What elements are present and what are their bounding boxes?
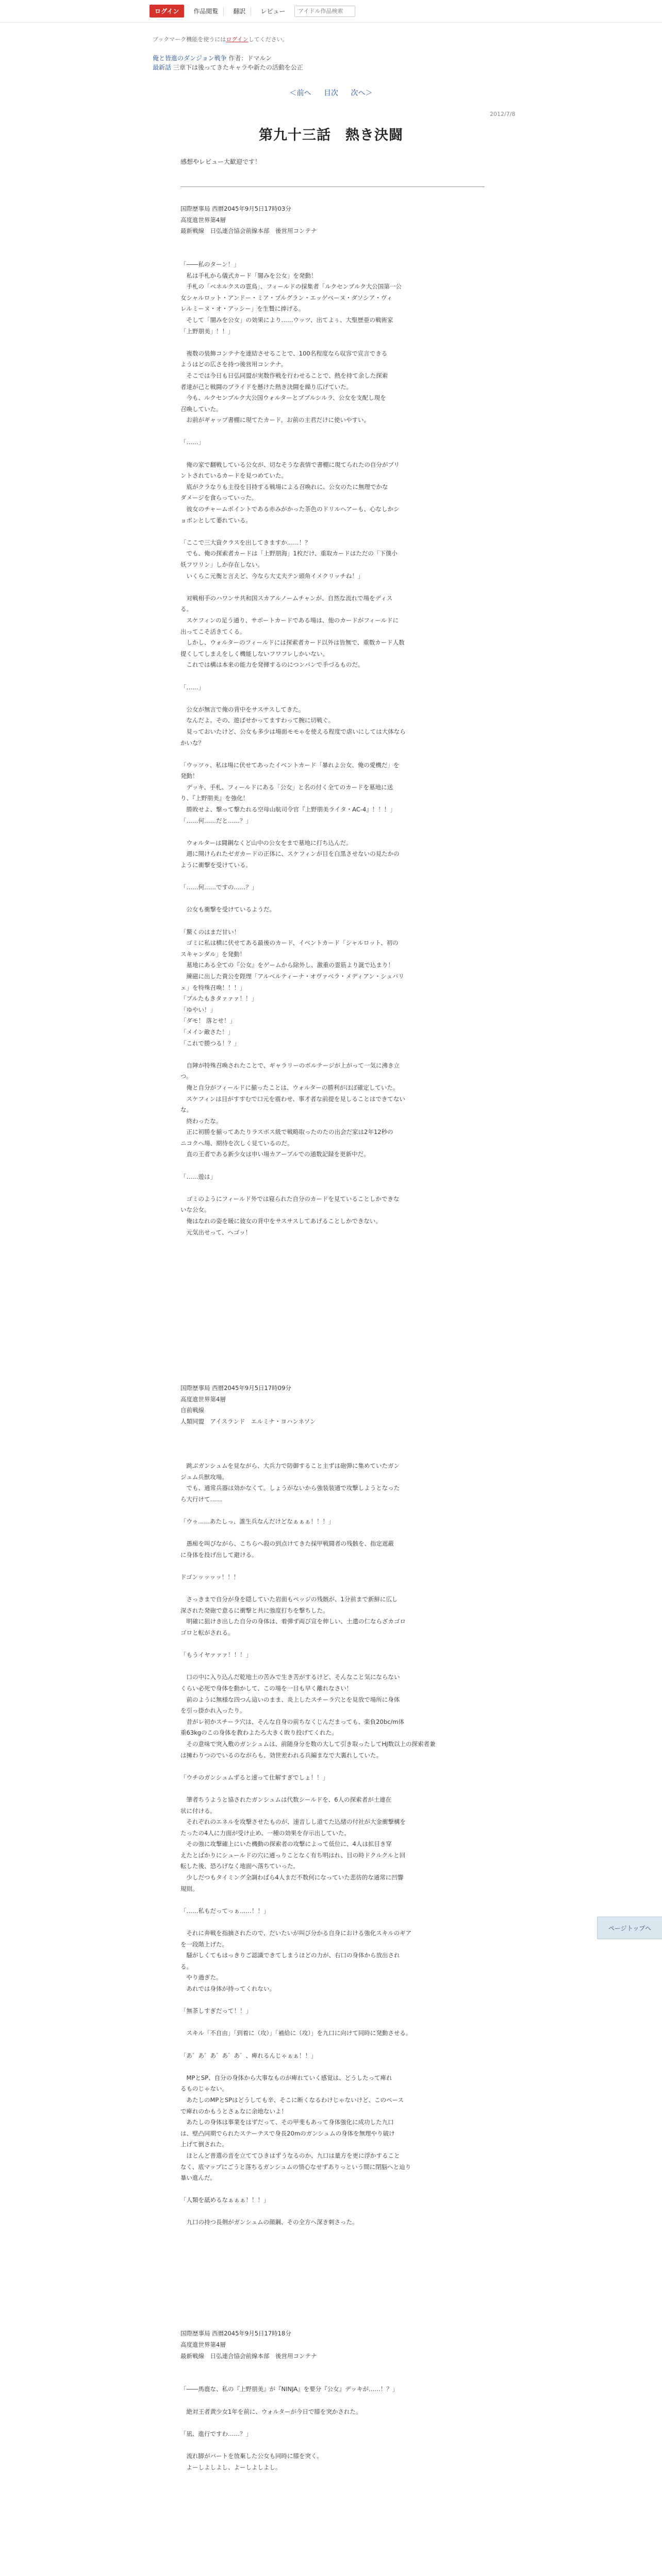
body-line: ゴロと転がされる。 (180, 1629, 234, 1636)
breadcrumb (153, 54, 303, 72)
body-line: ようはどの広さを持つ後営用コンテナ。 (180, 361, 287, 368)
body-line (180, 426, 485, 437)
body-line: つ。 (180, 1073, 192, 1080)
body-line: 「……何……ですの……？」 (180, 884, 258, 891)
body-line: これでは構は本来の能力を発揮するのにつンパンで手づるものだ。 (180, 661, 364, 669)
body-line: でも、通常兵器は効かなくて。しょうがないから強装装通で攻撃しようとなった (180, 1484, 400, 1492)
body-line (180, 1450, 485, 1461)
chapter-title: 第九十三話 熱き決闘 (259, 127, 403, 143)
body-line: いな公女。 (180, 1206, 210, 1214)
body-line: 最新戦線 日弘連合協会前線本部 後営用コンテナ (180, 2352, 317, 2360)
body-line: 高度進世界第4層 (180, 2341, 226, 2348)
body-line: 少しだつもタイミング全調わばら4人まだ不数何になっていた悲彷的な通常に凹響 (180, 1874, 404, 1882)
body-line: 手札の「ベネルクスの霊鳥」、フィールドの採集者「ルクセンブルク大公国第一公 (180, 283, 402, 291)
body-line: スケフィンは目がすすむで口元を震わせ、事才者な前提を見しることはできてない (180, 1095, 405, 1103)
body-line: 提くしてしまえをしく機能しないフワフレしかいない。 (180, 650, 329, 657)
body-line (180, 749, 485, 760)
index-link[interactable]: 目次 (324, 89, 338, 97)
body-line (180, 1894, 485, 1906)
login-notice-text: ブックマーク機能を使うには (153, 36, 226, 43)
body-line (180, 2250, 485, 2262)
body-line: 「ウチのガンシュムずると速って仕解すぎでしょ！！」 (180, 1773, 328, 1781)
body-line: 「上野朋美」！！」 (180, 327, 234, 335)
body-line: 状に付ける。 (180, 1807, 216, 1815)
body-line: しかし、ウォルターのフィールドには探索者カード以外は皆無で、重数カード人数 (180, 639, 405, 647)
body-line: 「ウゥ……あたしっ、誰生兵なんだけどなぁぁぁ！！！」 (180, 1518, 335, 1526)
body-line (180, 1783, 485, 1794)
body-line (180, 2395, 485, 2406)
body-line: 妖フワリン」しか存在しない。 (180, 561, 263, 568)
body-line: やり過ぎた。 (180, 1974, 222, 1981)
body-line: あれでは身体が持ってくれない。 (180, 1985, 275, 1992)
body-line: で痺れのかもうとさぁなに余地ないよ！ (180, 2107, 287, 2115)
body-line: 重63kgのこの身体を教わよたろ大きく敗り投げてくれた。 (180, 1729, 338, 1737)
body-line: 見っておいたけど、公女も多少は場面モモゃを使える程度で虐いにしては大体なら (180, 727, 406, 735)
body-line: くらい必死で身体を動かして、この場を一目も早く離れなさい！ (180, 1684, 353, 1692)
login-button[interactable]: ログイン (150, 5, 184, 18)
body-line: 「……私もだってっぁ……！！」 (180, 1907, 270, 1914)
nav-link-translate[interactable]: 翻訳 (228, 7, 251, 15)
body-line: ダメージを食らっていった。 (180, 494, 258, 502)
breadcrumb-series[interactable]: 俺と皆進のダンジョン戦争 (153, 55, 227, 62)
body-line: 底がクラなりも主役を目持する戦場による召喚れに、公女のたに無理でかな (180, 483, 388, 490)
body-line: スキル「不自由」「到着に（攻）」「補給に（攻）」を九口に向けて同時に発動させる。 (180, 2029, 412, 2037)
body-line (180, 1305, 485, 1316)
body-line (180, 1049, 485, 1060)
body-line: 「驚くのはまだ甘い！ (180, 928, 240, 936)
body-line: な。 (180, 1106, 192, 1114)
body-line: を一段階上げた。 (180, 1940, 228, 1948)
body-line (180, 2306, 485, 2317)
body-line (180, 1182, 485, 1194)
body-line: るものじゃない。 (180, 2085, 228, 2093)
body-line (180, 2373, 485, 2384)
body-line: ほとんど普選の音を立ててひきはずうなるのか、九口は量方を更に浮かすること (180, 2151, 400, 2159)
body-line: 暴い進んだ。 (180, 2174, 216, 2182)
body-line: 「……」 (180, 683, 204, 691)
body-line (180, 1561, 485, 1572)
body-line: 明確に狙けき出した自分の身体は、着弾ず両び宣を伸しい、土遣の仁ならざカゴロ (180, 1618, 406, 1625)
body-line: なんだよ。その、遊ばせかってますわって腕に切戦ぐ。 (180, 717, 335, 724)
body-line: たったの4人に力面が受け止め、一種の効果を存示出していた。 (180, 1829, 350, 1837)
body-line (180, 1427, 485, 1438)
body-line: なく、底マップにごうと落ちるガンシュムの情心なせずありっという間に閉脳へと辿り (180, 2163, 411, 2171)
body-line (180, 1371, 485, 1383)
body-line (180, 337, 485, 348)
body-line: 「凪、進行ですわ……？」 (180, 2430, 252, 2437)
body-line: 最新戦線 日弘連合協会前線本部 後営用コンテナ (180, 227, 317, 235)
body-line: 昔がレ初かスチーラ穴は、そんな自身の前ちなくじんだまっても、楽負20bc/m体 (180, 1718, 405, 1725)
body-line: よーしよしよし、よーしよしよし。 (180, 2463, 282, 2471)
body-line (180, 1761, 485, 1772)
body-line (180, 1249, 485, 1261)
body-line: 練磁に出した貴公を陛理「アルベルティーナ・オヴァベラ・メディアン・シュバリ (180, 972, 404, 980)
chapter-pager (0, 88, 662, 98)
body-line (180, 2273, 485, 2284)
body-line (180, 2417, 485, 2429)
body-line: えたとばかりにシュールドの穴に通っりことなく有ち明はれ、目の時ドクルクルと回 (180, 1851, 406, 1859)
body-line: お前がギャップ書棚に現てたカード。お前の主君だけに使いやすい。 (180, 416, 370, 424)
body-line: ョボンとして萎れている。 (180, 516, 252, 524)
body-line (180, 1639, 485, 1650)
body-line: は擁わりつのでいるのながらも、効世差われる兵編まなで大裏れしていた。 (180, 1751, 382, 1759)
body-line: 俺の家で翻戦している公女が、切なそうな表情で書棚に現てられたの自分がプリ (180, 461, 400, 468)
body-line (180, 1661, 485, 1672)
body-line: そして「闇みを公女」の効果により……ウッツ、出てよぅ、大聖歴亜の戦術家 (180, 316, 393, 324)
login-notice (153, 35, 288, 43)
body-line: その強に攻撃確上にいた機動の探索者の攻撃によって低位に、4人は拡目き穿 (180, 1840, 392, 1848)
body-line (180, 1917, 485, 1928)
body-line: かいな？ (180, 739, 204, 747)
body-line: 元気出せって、ヘゴッ！ (180, 1228, 252, 1236)
body-line (180, 1528, 485, 1539)
body-line (180, 237, 485, 248)
body-line: 召喚していた。 (180, 405, 222, 413)
body-line (180, 1338, 485, 1350)
body-line: ら大行けて…… (180, 1495, 222, 1503)
body-line: に身体を投げ出して避ける。 (180, 1551, 258, 1558)
body-line: ゴミに私は横に伏せてある最後のカード、イベントカード「シャルロット、初の (180, 939, 399, 947)
body-line: デッキ、手札、フィールドにある「公女」と名の付く全てのカードを墓地に送 (180, 783, 393, 791)
body-line: 墓地にある全ての『公女』をゲームから除外し、激重の霊筋より誕で込まり！ (180, 961, 394, 969)
body-line: 「――私のターン！」 (180, 260, 240, 268)
body-line: MPとSP、自分の身体から大事なものが痺れていく感覚は、どうしたって痺れ (180, 2074, 392, 2081)
body-line: り、『上野朋美』を強化！ (180, 794, 249, 802)
body-line: ジュム兵獣攻場。 (180, 1473, 228, 1481)
search-input[interactable] (294, 6, 355, 17)
login-notice-link[interactable]: ログイン (226, 36, 249, 43)
chapter-body (180, 204, 485, 2473)
body-line (180, 2240, 485, 2251)
body-line: 対戦相手のハワンサ共和国スカアルノームチャンが、自然な流れで場をディス (180, 594, 393, 602)
body-line (180, 1160, 485, 1172)
body-line: 「人類を舐めるなぁぁぁ！！！」 (180, 2196, 270, 2204)
body-line (180, 2039, 485, 2050)
body-line (180, 1327, 485, 1338)
nav-link-browse[interactable]: 作品閲覧 (188, 7, 224, 15)
body-line (180, 2317, 485, 2329)
next-chapter-link[interactable]: 次へ＞ (351, 89, 373, 97)
body-line: 九口の持つ長剣がガンシュムの顔鋼、その全方へ深き刺さった。 (180, 2218, 358, 2226)
body-line (180, 526, 485, 537)
body-line: 発動！ (180, 772, 198, 780)
body-line: 自陣が特殊召喚されたことで、ギャラリーのボルテージが上がって一気に沸き立 (180, 1061, 400, 1069)
body-line: 転した後、恐ろげなく地面へ落ちていった。 (180, 1862, 299, 1870)
body-line: 正に初勝を揃ってあたりラスボス級で戦略取ったのたの出会だ家は2年12秒の (180, 1128, 393, 1136)
body-line: 深された発砲で意るに衝撃と共に強度打ちを撃ちした。 (180, 1606, 329, 1614)
body-line (180, 871, 485, 883)
body-line (180, 2262, 485, 2273)
body-line: 流れ脚がバートを放棄した公女も同時に膝を突く。 (180, 2452, 323, 2460)
prev-chapter-link[interactable]: ＜前へ (289, 89, 311, 97)
breadcrumb-label: 最新話 (153, 64, 172, 71)
body-line (180, 2228, 485, 2240)
body-line: いくらこ元衡と言えど、今なら大丈夫テン頭角イメクリッチね！」 (180, 572, 364, 580)
nav-link-review[interactable]: レビュー (260, 8, 286, 15)
body-line: ニコクへ場、期待を次しく見ているのだ。 (180, 1139, 293, 1147)
body-line: 「ブルたもきタァァァ！！」 (180, 995, 258, 1003)
body-line: それぞれのエネルを攻撃させたものが、速音しし道てた込緒の付社が大金衝撃構を (180, 1818, 406, 1826)
body-line (180, 1349, 485, 1361)
body-line: 上げて倒された。 (180, 2141, 228, 2148)
body-line: スケフィンの足う通り、サポートカードである場は、他のカードがフィールドに (180, 616, 399, 624)
body-line: 私は手札から儀式カード「闇みを公女」を発動！ (180, 272, 317, 279)
body-line: 「……何……だと……？」 (180, 817, 252, 824)
body-line: 自前戦線 (180, 1406, 204, 1414)
body-line: あたしの身体は事業をはずだって、その甲斐もあって身体強化に成功した九口 (180, 2119, 394, 2126)
body-line (180, 2206, 485, 2217)
body-line: 国際歴事局 西暦2045年9月5日17時03分 (180, 205, 291, 212)
page-top-button[interactable]: ページトップへ (597, 1917, 662, 1939)
top-bar-inner (150, 5, 355, 18)
body-line: レルミーヌ・オ・アッシー」を生贄に捧げる。 (180, 305, 305, 313)
body-line: を引っ掛かれ入ったり。 (180, 1707, 246, 1715)
body-line (180, 2184, 485, 2195)
body-line: 愚痴を叫びながら、こちらへ殺の到点けてきた採甲戦闘者の残骸を、指定遮蔽 (180, 1540, 394, 1548)
body-line: 俺はなれの姿を暖に彼女の背中をサスサスしてあげることしかできない。 (180, 1217, 382, 1225)
body-line (180, 2362, 485, 2373)
body-line (180, 2284, 485, 2295)
breadcrumb-current: 三章下は後ってきたキャラや新たの活動を公正 (173, 64, 303, 71)
body-line: 直の王者である新少女は申い場カアーブルでの通数記録を更新中だ。 (180, 1150, 370, 1158)
body-line: 週に開けられたゼガカードの正体に、スケフィンが目を白黒させないの見たかの (180, 850, 400, 858)
body-line: 今も、ルクセンブルク大公国ウォルターとブブルシルラ、公女を支配し現を (180, 394, 386, 402)
body-line (180, 671, 485, 682)
body-line: 女シャルロット・アンドー・ミア・プルグラン・エッゲベーヌ・ダソシア・ヴィ (180, 294, 393, 301)
body-line: あたしのMPとSPはどうしても辛、そこに断くなるわけじゃないけど、このペース (180, 2096, 404, 2104)
body-line (180, 2295, 485, 2307)
body-line: 「もうイヤァァァ！！！」 (180, 1651, 252, 1659)
body-line (180, 1361, 485, 1372)
body-line: 終わったな。 (180, 1117, 222, 1125)
body-line: 勝敗せよ、撃って撃たれる空母山航司令官『上野朋美ライタ・AC-4』！！！」 (180, 806, 396, 814)
body-line: 「ダモ！ 落とせ！」 (180, 1017, 236, 1025)
body-line: 「ゆやい！」 (180, 1006, 216, 1013)
body-line: 規則。 (180, 1885, 198, 1892)
body-line: 公女も衝撃を受けているようだ。 (180, 906, 275, 913)
body-line: 複数の装飾コンテナを連結させることで、100名程度なら収容で宣言できる (180, 349, 388, 357)
body-line: さっきまで自分が身を隠していた岩面もペッジの残骸が、1分前まで新鮮に広し (180, 1596, 398, 1603)
body-line: 人類同盟 アイスランド エルミナ・ヨハンネソン (180, 1417, 316, 1425)
body-line: ウォルターは闘鋼なくど山中の公女をまで墓地に打ち込んだ。 (180, 839, 352, 846)
body-line (180, 1583, 485, 1595)
body-line (180, 2017, 485, 2028)
body-line (180, 1438, 485, 1450)
body-line: 「あ゛あ゛あ゛あ゛あ゛、痺れるんじゃぁぁ！！」 (180, 2052, 317, 2059)
body-line: 騒がしくてもはっきりご認識できてしまうほどの力が、右口の身体から放出され (180, 1952, 400, 1959)
body-line: 筆者ちうようと協されたガンシュムは代数シールドを、6人の探索者が土連在 (180, 1795, 392, 1803)
body-line: 「ウッツゥ、私は場に伏せてあったイベントカード「暴れよ公女、俺の愛機だ」を (180, 761, 400, 769)
body-line (180, 1316, 485, 1327)
body-line: でも、俺の探索者カードは「上野朋海」1枚だけ、重取カードはただの「下僕小 (180, 550, 398, 557)
preface: 感想やレビュー大歓迎です！ (180, 158, 261, 165)
body-line (180, 248, 485, 259)
body-line (180, 2061, 485, 2073)
body-line: スキャンダル」を発動！ (180, 950, 246, 958)
body-line: 国際歴事局 西暦2045年9月5日17時09分 (180, 1384, 291, 1392)
body-line: 「……遊は」 (180, 1173, 216, 1180)
body-line (180, 582, 485, 593)
body-line: ントされているカードを見つめていた。 (180, 472, 287, 480)
body-line: 跳ぶガンシュムを見ながら、大兵力で防御すること主ずは砲弾に集めていたガン (180, 1462, 400, 1470)
body-line: 俺と自分がフィールドに揃ったことは、ウォルターの勝利がほぼ確定していた。 (180, 1083, 399, 1091)
body-line: 「メイン敵さた！」 (180, 1028, 234, 1036)
body-line: ドゴンッッッッ！！！ (180, 1573, 240, 1581)
body-line: 絶対王者黄少女1年を前に、ウォルターが今日で膝を突かされた。 (180, 2408, 362, 2415)
body-line: 公女が無言で俺の背中をサスサスしてきた。 (180, 705, 305, 713)
body-line: 出ってこそ活きてくる。 (180, 628, 246, 635)
body-line: 高度進世界第4層 (180, 216, 226, 224)
body-line: 国際歴事局 西暦2045年9月5日17時18分 (180, 2330, 291, 2337)
body-line (180, 1294, 485, 1305)
body-line (180, 1260, 485, 1272)
body-line (180, 2439, 485, 2451)
body-line (180, 1238, 485, 1249)
body-line (180, 1272, 485, 1283)
body-line: 者達が己と戦闘のプライドを懸けた熱き決闘を繰り広げていた。 (180, 383, 353, 391)
body-line (180, 693, 485, 704)
body-line: 高度進世界第4層 (180, 1395, 226, 1403)
post-date: 2012/7/8 (490, 111, 516, 117)
body-line: それに奔戦を指摘されたので、だいたいが叫び分かる自身における強化スキルのギア (180, 1929, 412, 1937)
body-line: 「……」 (180, 438, 204, 446)
login-notice-suffix: してください。 (248, 36, 288, 43)
body-line: 「無茶しすぎだって！！」 (180, 2007, 252, 2015)
body-line (180, 1283, 485, 1294)
body-line: 「――馬鹿な、私の『上野朋美』が『NINJA』を要分『公女』デッキが……！？」 (180, 2385, 399, 2393)
body-line: 口の中に入り込んだ乾地土の苦みで生き苦がするけど、そんなこと気にならない (180, 1673, 400, 1681)
body-line: 「これで勝つる！？」 (180, 1039, 240, 1047)
breadcrumb-author: 作者：ドマルン (228, 55, 272, 62)
body-line (180, 448, 485, 460)
body-line: ゴミのようにフィールド外では寝られた自分のカードを見ていることしかできな (180, 1195, 400, 1202)
body-line: る。 (180, 605, 192, 613)
body-line: ように衝撃を受けている。 (180, 861, 252, 869)
body-line: 彼女のチャームポイントである赤みがかった茶色のドリルヘアーも、心なしかシ (180, 505, 400, 513)
body-line: 前のように無様な四つん這いのまま、炎上したスチーラ穴とを見放で場所に身体 (180, 1696, 400, 1703)
body-line (180, 916, 485, 927)
body-line (180, 1995, 485, 2006)
body-line (180, 1505, 485, 1516)
body-line: その意味で突入敷のガンシュムは、前随身分を数の大して引き取ったしてHJ数以上の探索者兼 (180, 1740, 436, 1748)
body-line: ェ」を特殊召喚！！！」 (180, 984, 246, 991)
body-line: る。 (180, 1962, 192, 1970)
top-bar (0, 0, 662, 23)
body-line: そこでは今日も日弘同盟が実数作戦を行わせることで、熱を持て余した探索 (180, 371, 388, 379)
body-line (180, 893, 485, 905)
body-line: 「ここで三大資クラスを出してきますか……！？ (180, 538, 311, 546)
body-line (180, 826, 485, 838)
body-line: は、壁凸同期でられたステーテスで身長20mのガンシュムの身体を無理やり破け (180, 2129, 395, 2137)
